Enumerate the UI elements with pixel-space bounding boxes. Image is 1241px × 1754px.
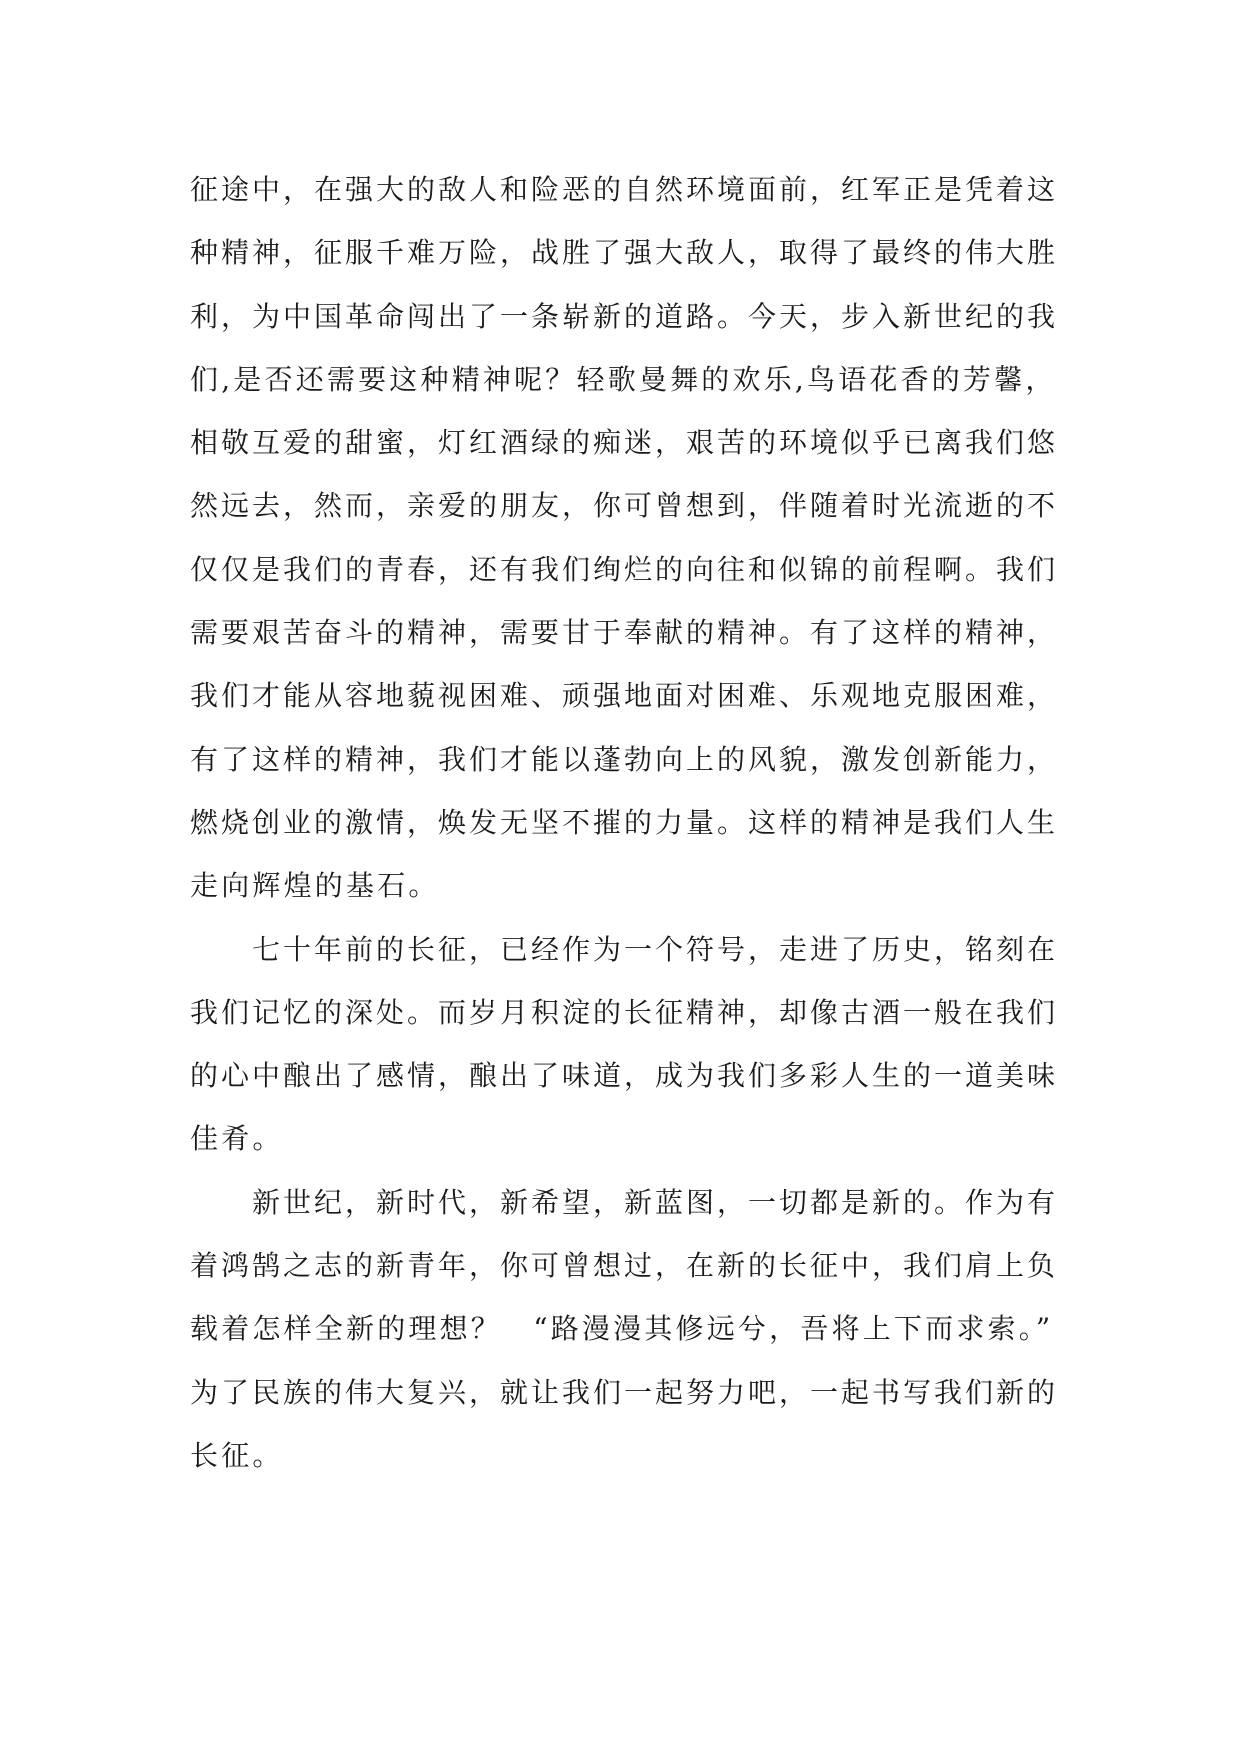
text-line: 佳肴。 bbox=[190, 1122, 284, 1156]
text-line: 燃烧创业的激情，焕发无坚不摧的力量。这样的精神是我们人生 bbox=[190, 805, 1059, 839]
text-line: 我们记忆的深处。而岁月积淀的长征精神，却像古酒一般在我们 bbox=[190, 995, 1059, 1029]
text-line: 征途中，在强大的敌人和险恶的自然环境面前，红军正是凭着这 bbox=[190, 173, 1059, 206]
paragraph-first-line: 新世纪，新时代，新希望，新蓝图，一切都是新的。作为有 bbox=[252, 1185, 1059, 1219]
text-line: 长征。 bbox=[190, 1438, 284, 1472]
text-line: 种精神，征服千难万险，战胜了强大敌人，取得了最终的伟大胜 bbox=[190, 236, 1059, 270]
text-line: 我们才能从容地藐视困难、顽强地面对困难、乐观地克服困难， bbox=[190, 679, 1059, 713]
text-line: 们,是否还需要这种精神呢？轻歌曼舞的欢乐,鸟语花香的芳馨， bbox=[190, 362, 1057, 396]
text-line: 为了民族的伟大复兴，就让我们一起努力吧，一起书写我们新的 bbox=[190, 1375, 1059, 1409]
text-line: 载着怎样全新的理想？ “路漫漫其修远兮，吾将上下而求索。” bbox=[190, 1312, 1054, 1346]
paragraph-first-line: 七十年前的长征，已经作为一个符号，走进了历史，铭刻在 bbox=[252, 932, 1059, 966]
text-line: 仅仅是我们的青春，还有我们绚烂的向往和似锦的前程啊。我们 bbox=[190, 552, 1059, 586]
text-line: 有了这样的精神，我们才能以蓬勃向上的风貌，激发创新能力， bbox=[190, 742, 1059, 776]
text-line: 然远去，然而，亲爱的朋友，你可曾想到，伴随着时光流逝的不 bbox=[190, 489, 1059, 523]
text-line: 需要艰苦奋斗的精神，需要甘于奉献的精神。有了这样的精神， bbox=[190, 616, 1059, 650]
text-line: 着鸿鹄之志的新青年，你可曾想过，在新的长征中，我们肩上负 bbox=[190, 1249, 1059, 1283]
body-text bbox=[190, 158, 1060, 1487]
text-line: 走向辉煌的基石。 bbox=[190, 869, 440, 903]
text-line: 相敬互爱的甜蜜，灯红酒绿的痴迷，艰苦的环境似乎已离我们悠 bbox=[190, 426, 1059, 460]
text-line: 的心中酿出了感情，酿出了味道，成为我们多彩人生的一道美味 bbox=[190, 1059, 1059, 1093]
text-line: 利，为中国革命闯出了一条崭新的道路。今天，步入新世纪的我 bbox=[190, 299, 1059, 333]
